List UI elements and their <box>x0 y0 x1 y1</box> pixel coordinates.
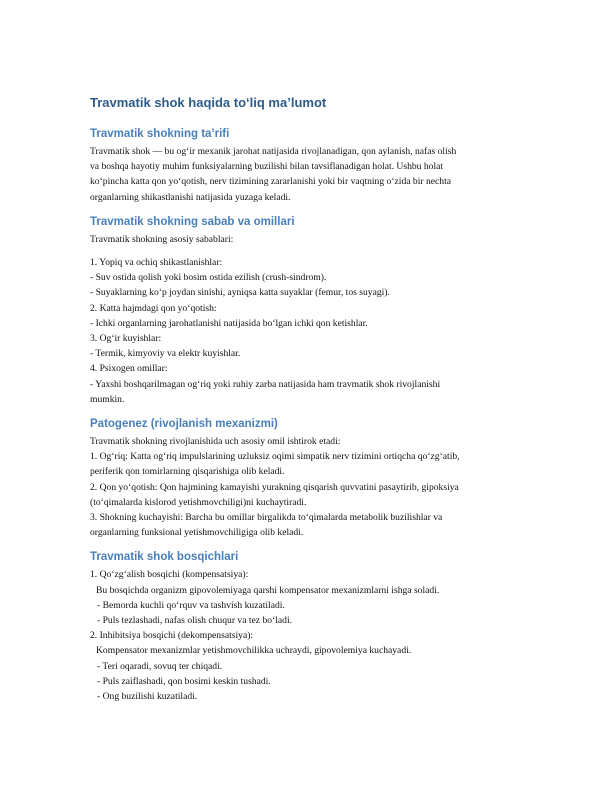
list-item: - Teri oqaradi, sovuq ter chiqadi. <box>97 660 223 672</box>
list-item: - Puls zaiflashadi, qon bosimi keskin tushadi. <box>97 675 271 687</box>
list-item: Kompensator mexanizmlar yetishmovchilikka uchraydi, gipovolemiya kuchayadi. <box>96 645 412 657</box>
list-item: - Bemorda kuchli qo‘rquv va tashvish kuzatiladi. <box>97 599 285 611</box>
list-item: 1. Yopiq va ochiq shikastlanishlar: <box>90 257 223 269</box>
paragraph-line: 1. Og‘riq: Katta og‘riq impulslarining uzluksiz oqimi simpatik nerv tizimini ortiqcha qo‘zg‘atib, <box>90 451 460 463</box>
list-item: - Yaxshi boshqarilmagan og‘riq yoki ruhiy zarba natijasida ham travmatik shok rivojlanishi <box>90 378 441 390</box>
paragraph-line: organlarning funksional yetishmovchiligiga olib keladi. <box>90 527 304 539</box>
section-heading-definition: Travmatik shokning ta’rifi <box>90 128 230 140</box>
document-title: Travmatik shok haqida to‘liq ma’lumot <box>90 95 327 110</box>
list-item: - Puls tezlashadi, nafas olish chuqur va tez bo‘ladi. <box>97 615 293 627</box>
paragraph-line: 2. Qon yo‘qotish: Qon hajmining kamayishi yurakning qisqarish quvvatini pasaytirib, gipoksiya <box>90 481 459 493</box>
paragraph-line: va boshqa hayotiy muhim funksiyalarning buzilishi bilan tavsiflanadigan holat. Ushbu holat <box>90 161 444 173</box>
list-item: 4. Psixogen omillar: <box>90 363 168 375</box>
list-item: Bu bosqichda organizm gipovolemiyaga qarshi kompensator mexanizmlarni ishga soladi. <box>96 584 440 596</box>
section-heading-stages: Travmatik shok bosqichlari <box>90 551 239 564</box>
paragraph-line: (to‘qimalarda kislorod yetishmovchiligi)ni kuchaytiradi. <box>90 496 307 508</box>
paragraph-line: 3. Shokning kuchayishi: Barcha bu omillar birgalikda to‘qimalarda metabolik buzilishlar va <box>90 512 443 524</box>
section-heading-causes: Travmatik shokning sabab va omillari <box>90 215 295 228</box>
list-item: 2. Katta hajmdagi qon yo‘qotish: <box>90 302 217 314</box>
list-item: mumkin. <box>90 393 125 405</box>
list-item: - Termik, kimyoviy va elektr kuyishlar. <box>90 348 241 360</box>
paragraph-line: Travmatik shokning rivojlanishida uch asosiy omil ishtirok etadi: <box>90 436 341 448</box>
list-item: 1. Qo‘zg‘alish bosqichi (kompensatsiya): <box>90 569 249 581</box>
paragraph-line: ko‘pincha katta qon yo‘qotish, nerv tizimining zararlanishi yoki bir vaqtning o‘zida bir nechta <box>90 176 451 188</box>
section-intro: Travmatik shokning asosiy sabablari: <box>90 233 234 245</box>
paragraph-line: organlarning shikastlanishi natijasida yuzaga keladi. <box>90 191 291 203</box>
paragraph-line: Travmatik shok — bu og‘ir mexanik jarohat natijasida rivojlanadigan, qon aylanish, nafas olish <box>90 146 457 157</box>
list-item: 3. Og‘ir kuyishlar: <box>90 333 162 345</box>
section-heading-pathogenesis: Patogenez (rivojlanish mexanizmi) <box>90 418 278 431</box>
list-item: - Suv ostida qolish yoki bosim ostida ezilish (crush-sindrom). <box>90 272 327 284</box>
list-item: 2. Inhibitsiya bosqichi (dekompensatsiya): <box>90 630 254 642</box>
document-body <box>90 95 530 704</box>
paragraph-line: periferik qon tomirlarning qisqarishiga olib keladi. <box>90 466 285 478</box>
list-item: - Ichki organlarning jarohatlanishi natijasida bo‘lgan ichki qon ketishlar. <box>90 317 368 329</box>
list-item: - Ong buzilishi kuzatiladi. <box>97 691 198 703</box>
list-item: - Suyaklarning ko‘p joydan sinishi, ayniqsa katta suyaklar (femur, tos suyagi). <box>90 287 390 299</box>
